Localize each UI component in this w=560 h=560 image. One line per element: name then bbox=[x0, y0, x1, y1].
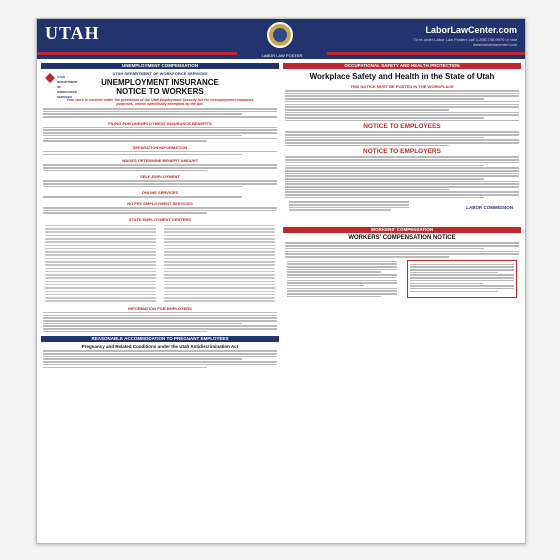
workforce-logo-text: UTAH DEPARTMENT OF WORKFORCE SERVICES bbox=[57, 75, 78, 99]
ui-title-2: NOTICE TO WORKERS bbox=[116, 87, 204, 96]
section-heading: WAGES DETERMINE BENEFIT AMOUNT bbox=[121, 158, 199, 164]
site-logo: LaborLawCenter.com bbox=[425, 25, 517, 35]
osha-bar: OCCUPATIONAL SAFETY AND HEALTH PROTECTION bbox=[283, 63, 521, 69]
accommodation-bar: REASONABLE ACCOMMODATION TO PREGNANT EMPLOYEES bbox=[41, 336, 279, 342]
ui-intro: Your work is covered under the provisions of the Utah Employment Security Act for unemployment insurance purposes, unless specifically exempted by the Act. bbox=[66, 98, 254, 106]
notice-employees: NOTICE TO EMPLOYEES bbox=[363, 123, 441, 131]
poster-tagline: LABOR LAW POSTER bbox=[237, 52, 327, 59]
wc-title: WORKERS' COMPENSATION NOTICE bbox=[348, 235, 456, 242]
section-heading: ONLINE SERVICES bbox=[141, 190, 179, 196]
section-heading: INFORMATION FOR EMPLOYERS bbox=[128, 305, 192, 311]
accommodation-title: Pregnancy and Related Conditions under the Utah Antidiscrimination Act bbox=[81, 344, 239, 350]
state-title: UTAH bbox=[45, 23, 100, 43]
wc-bar: WORKERS' COMPENSATION bbox=[283, 227, 521, 233]
utah-seal-icon bbox=[267, 22, 293, 48]
labor-law-poster bbox=[36, 18, 526, 544]
ui-title-1: UNEMPLOYMENT INSURANCE bbox=[101, 78, 219, 87]
site-subtext: To re-order Labor Law Posters call 1-800-745-9970 or visit www.laborlawcenter.com bbox=[413, 37, 517, 47]
employment-centers-table bbox=[45, 224, 275, 303]
osha-notice: THIS NOTICE MUST BE POSTED IN THE WORKPLACE bbox=[350, 84, 454, 89]
section-heading: SELF-EMPLOYMENT bbox=[140, 174, 180, 180]
notice-employers: NOTICE TO EMPLOYERS bbox=[363, 148, 441, 156]
labor-commission-logo: LABOR COMMISSION bbox=[466, 205, 513, 211]
poster-header bbox=[37, 19, 525, 59]
workforce-logo bbox=[45, 73, 79, 99]
section-heading: STATE EMPLOYMENT CENTERS bbox=[128, 217, 192, 223]
section-heading: NO FEE EMPLOYMENT SERVICES bbox=[127, 200, 193, 206]
section-heading: SEPARATION INFORMATION bbox=[132, 144, 188, 150]
unemployment-bar: UNEMPLOYMENT COMPENSATION bbox=[41, 63, 279, 69]
osha-column bbox=[283, 63, 521, 299]
unemployment-column bbox=[41, 63, 279, 369]
dept-name: UTAH DEPARTMENT OF WORKFORCE SERVICES bbox=[112, 71, 208, 76]
workforce-logo-icon bbox=[45, 73, 55, 83]
osha-title: Workplace Safety and Health in the State of Utah bbox=[309, 72, 495, 81]
section-heading: FILING FOR UNEMPLOYMENT INSURANCE BENEFITS bbox=[108, 120, 212, 126]
